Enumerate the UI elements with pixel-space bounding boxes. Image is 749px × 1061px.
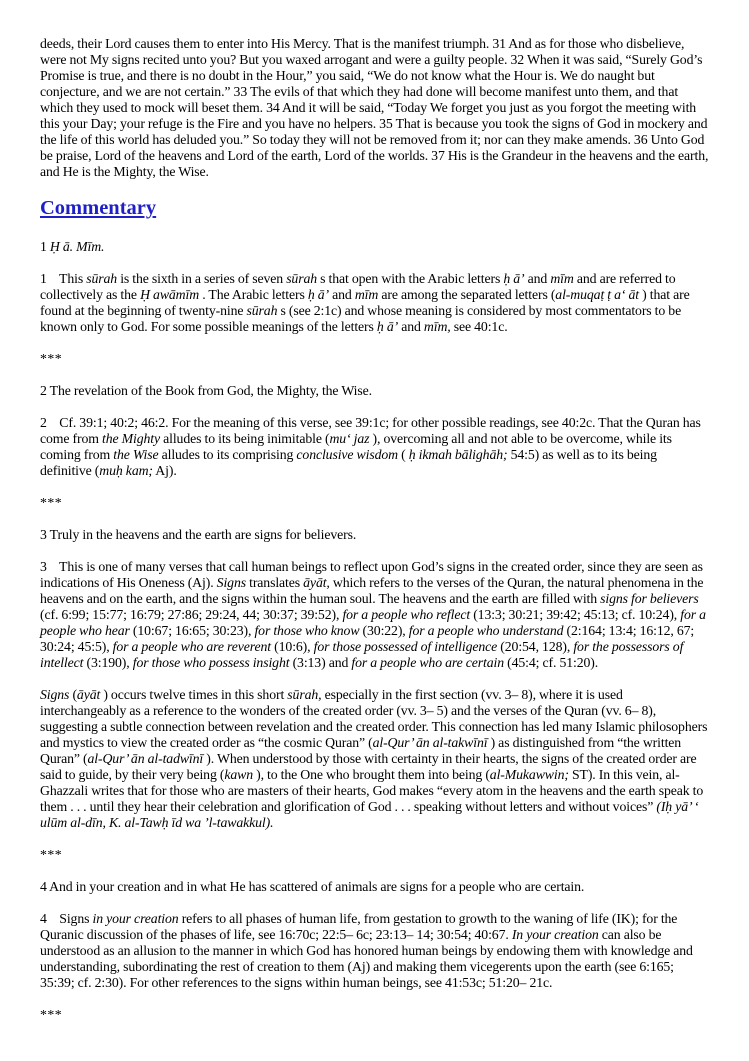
text-run: (2:164; 13:4; 16:12, 67; 30:24; 45:5),: [40, 623, 695, 654]
text-run: 4 And in your creation and in what He has scattered of animals are signs for a people who are certain.: [40, 879, 585, 894]
text-run: 54:5) as well as to its being definitive (: [40, 447, 657, 478]
text-run: . The Arabic letters: [199, 287, 308, 302]
text-run: ), to the One who brought them into being (: [252, 767, 490, 782]
verse-2-lemma: [40, 383, 711, 399]
italic-text-run: the Wise: [113, 447, 159, 462]
text-run: see 40:1c.: [450, 319, 508, 334]
text-run: alludes to its being inimitable (: [160, 431, 330, 446]
commentary-note-3: [40, 559, 711, 671]
text-run: deeds, their Lord causes them to enter into His Mercy. That is the manifest triumph. 31 And as for those who disbelieve, were not My signs recited unto you? But you waxed arrogant and were a guilty people. 32 When it was said, “Surely God’s Promise is true, and there is no doubt in the Hour,” you said, “We do not know what the Hour is. We do naught but conjecture, and we are not certain.” 33 The evils of that which they had done will become manifest unto them, and that which they used to mock will beset them. 34 And it will be said, “Today We forget you just as you forgot the meeting with this your Day; your refuge is the Fire and you have no helpers. 35 That is because you took the signs of God in mockery and the life of this world has deluded you.” So today they will not be removed from it; nor can they make amends. 36 Unto God be praise, Lord of the heavens and Lord of the earth, Lord of the worlds. 37 His is the Grandeur in the heavens and the earth, and He is the Mighty, the Wise.: [40, 36, 709, 179]
italic-text-run: for a people who understand: [408, 623, 564, 638]
commentary-note-3-continued: [40, 687, 711, 831]
text-run: refers to all phases of human life, from gestation to growth to the waning of life (IK); for the Quranic discussion of the phases of life, see 16:70c; 22:5– 6c; 23:13– 14; 30:54; 40:67.: [40, 911, 678, 942]
text-run: and are referred to collectively as the: [40, 271, 676, 302]
text-run: 4 Signs: [40, 911, 93, 926]
text-run: (20:54, 128),: [497, 639, 574, 654]
italic-text-run: Signs: [216, 575, 246, 590]
section-separator: ***: [40, 847, 63, 862]
italic-text-run: kawn: [224, 767, 253, 782]
italic-text-run: al-Mukawwin;: [489, 767, 569, 782]
italic-text-run: ḥ ā’: [503, 271, 525, 286]
text-run: ) that are found at the beginning of twenty-nine: [40, 287, 690, 318]
text-run: (13:3; 30:21; 39:42; 45:13; cf. 10:24),: [470, 607, 681, 622]
italic-text-run: mīm,: [423, 319, 451, 334]
italic-text-run: (Iḥ yā’ ‘ ulūm al-dīn, K. al-Tawḥ īd wa ’l-tawakkul).: [40, 799, 699, 830]
text-run: (3:13) and: [289, 655, 352, 670]
italic-text-run: for those who know: [254, 623, 360, 638]
text-run: ) occurs twelve times in this short: [100, 687, 288, 702]
text-run: (10:67; 16:65; 30:23),: [129, 623, 255, 638]
commentary-note-4: [40, 911, 711, 991]
text-run: (: [398, 447, 409, 462]
italic-text-run: sūrah: [286, 271, 318, 286]
text-run: can also be understood as an allusion to the manner in which God has honored human beings by endowing them with knowledge and understanding, subordinating the rest of creation to them (Aj) and making them vicegerents upon the earth (see 6:165; 35:39; cf. 2:30). For other references to the signs within human beings, see 41:53c; 51:20– 21c.: [40, 927, 693, 990]
italic-text-run: āyāt: [76, 687, 101, 702]
italic-text-run: signs for believers: [600, 591, 699, 606]
verses-31-37-text: [40, 36, 711, 180]
text-run: translates: [245, 575, 304, 590]
text-run: s (see 2:1c) and whose meaning is considered by most commentators to be known only to God. For some possible meanings of the letters: [40, 303, 682, 334]
italic-text-run: sūrah,: [287, 687, 322, 702]
italic-text-run: al-muqaṭ ṭ a‘ āt: [555, 287, 640, 302]
text-run: is the sixth in a series of seven: [117, 271, 287, 286]
text-run: ) as distinguished from “the written Quran” (: [40, 735, 682, 766]
italic-text-run: sūrah: [86, 271, 118, 286]
italic-text-run: ḥ ikmah bālighāh;: [408, 447, 508, 462]
italic-text-run: Ḥ ā. Mīm.: [49, 239, 105, 254]
text-run: (10:6),: [271, 639, 314, 654]
italic-text-run: for those who possess insight: [132, 655, 290, 670]
italic-text-run: for those possessed of intelligence: [313, 639, 498, 654]
text-run: alludes to its comprising: [158, 447, 297, 462]
italic-text-run: for a people who reflect: [342, 607, 471, 622]
section-separator: ***: [40, 351, 63, 366]
text-run: (30:22),: [359, 623, 409, 638]
text-run: 3 Truly in the heavens and the earth are signs for believers.: [40, 527, 357, 542]
text-run: 2 The revelation of the Book from God, the Mighty, the Wise.: [40, 383, 372, 398]
document-body: [40, 36, 711, 1039]
italic-text-run: for a people who hear: [40, 607, 706, 638]
text-run: (3:190),: [83, 655, 133, 670]
italic-text-run: Ḥ awāmīm: [140, 287, 200, 302]
text-run: s that open with the Arabic letters: [317, 271, 504, 286]
text-run: 1 This: [40, 271, 87, 286]
text-run: and: [329, 287, 355, 302]
text-run: 2 Cf. 39:1; 40:2; 46:2. For the meaning of this verse, see 39:1c; for other possible readings, see 40:2c. That the Quran has come from: [40, 415, 701, 446]
text-run: ), overcoming all and not able to be overcome, while its coming from: [40, 431, 672, 462]
italic-text-run: the Mighty: [102, 431, 160, 446]
verse-1-lemma: [40, 239, 711, 255]
verse-3-lemma: [40, 527, 711, 543]
text-run: which refers to the verses of the Quran, the natural phenomena in the heavens and on the earth, and the signs within the human soul. The heavens and the earth are filled with: [40, 575, 704, 606]
italic-text-run: mīm: [354, 287, 379, 302]
italic-text-run: muḥ kam;: [99, 463, 153, 478]
italic-text-run: for the possessors of intellect: [40, 639, 684, 670]
italic-text-run: in your creation: [92, 911, 179, 926]
italic-text-run: ḥ ā’: [376, 319, 399, 334]
italic-text-run: āyāt,: [303, 575, 330, 590]
text-run: 1: [40, 239, 50, 254]
text-run: (cf. 6:99; 15:77; 16:79; 27:86; 29:24, 44; 30:37; 39:52),: [40, 607, 343, 622]
italic-text-run: for a people who are reverent: [112, 639, 272, 654]
text-run: 3 This is one of many verses that call human beings to reflect upon God’s signs in the created order, since they are seen as indications of His Oneness (Aj).: [40, 559, 703, 590]
text-run: (: [69, 687, 77, 702]
text-run: ). When understood by those with certainty in their hearts, the signs of the created order are said to guide, by their very being (: [40, 751, 697, 782]
text-run: ST). In this vein, al-Ghazzali writes that for those who are masters of their hearts, God makes “every atom in the heavens and the earth speak to them . . . until they hear their celebration and glorification of God . . . speaking without letters and without voices”: [40, 767, 704, 814]
text-run: especially in the first section (vv. 3– 8), where it is used interchangeably as a reference to the wonders of the created order (vv. 3– 5) and the verses of the Quran (vv. 6– 8), suggesting a subtle connection between revelation and the created order. This connection has led many Islamic philosophers and mystics to view the created order as “the cosmic Quran” (: [40, 687, 708, 750]
italic-text-run: ḥ ā’: [307, 287, 329, 302]
commentary-note-2: [40, 415, 711, 479]
section-separator: ***: [40, 1007, 63, 1022]
italic-text-run: sūrah: [246, 303, 278, 318]
text-run: (45:4; cf. 51:20).: [504, 655, 599, 670]
commentary-heading[interactable]: Commentary: [40, 197, 157, 219]
italic-text-run: conclusive wisdom: [296, 447, 399, 462]
text-run: and: [398, 319, 424, 334]
commentary-note-1: [40, 271, 711, 335]
italic-text-run: In your creation: [511, 927, 599, 942]
section-separator: ***: [40, 495, 63, 510]
italic-text-run: al-Qur’ ān al-takwīnī: [372, 735, 488, 750]
text-run: are among the separated letters (: [378, 287, 556, 302]
italic-text-run: mīm: [550, 271, 574, 286]
verse-4-lemma: [40, 879, 711, 895]
text-run: and: [524, 271, 551, 286]
italic-text-run: for a people who are certain: [351, 655, 505, 670]
italic-text-run: mu‘ jaz: [329, 431, 370, 446]
italic-text-run: Signs: [40, 687, 70, 702]
italic-text-run: al-Qur’ ān al-tadwīnī: [87, 751, 204, 766]
text-run: Aj).: [152, 463, 177, 478]
